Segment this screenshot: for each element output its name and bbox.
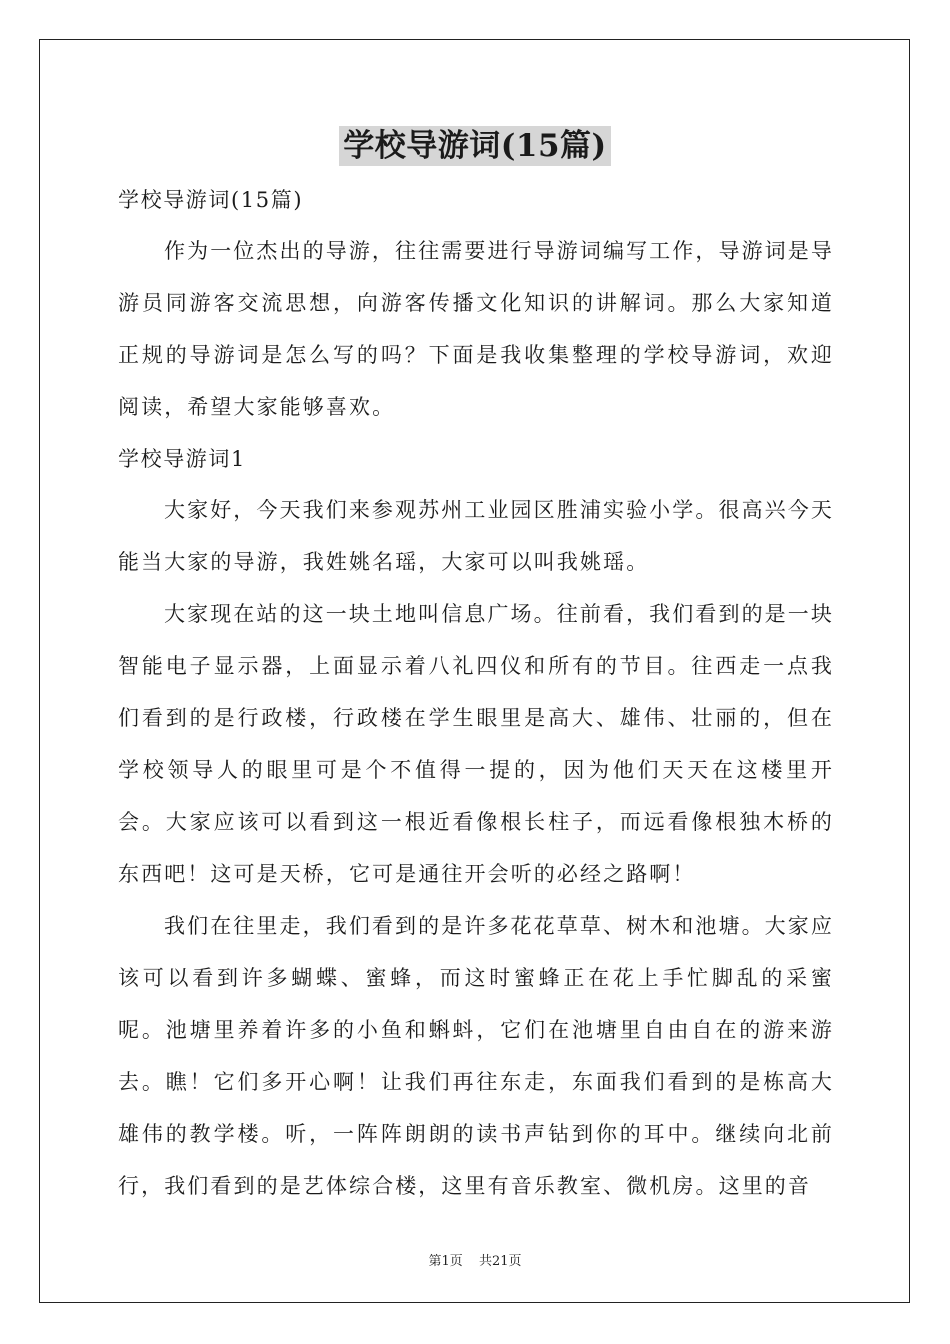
intro-paragraph: 作为一位杰出的导游，往往需要进行导游词编写工作，导游词是导游员同游客交流思想，向游客传播文化知识的讲解词。那么大家知道正规的导游词是怎么写的吗？下面是我收集整理的学校导游词，欢迎阅读，希望大家能够喜欢。 [118,239,834,419]
section-heading: 学校导游词1 [118,447,246,471]
page-number: 第1页 [428,1254,463,1269]
page-footer [0,1250,950,1269]
page-total: 共21页 [478,1254,522,1269]
body-paragraph: 大家好，今天我们来参观苏州工业园区胜浦实验小学。很高兴今天能当大家的导游，我姓姚名瑶，大家可以叫我姚瑶。 [118,498,834,574]
body-paragraph: 我们在往里走，我们看到的是许多花花草草、树木和池塘。大家应该可以看到许多蝴蝶、蜜蜂，而这时蜜蜂正在花上手忙脚乱的采蜜呢。池塘里养着许多的小鱼和蝌蚪，它们在池塘里自由自在的游来游去。瞧！它们多开心啊！让我们再往东走，东面我们看到的是栋高大雄伟的教学楼。听，一阵阵朗朗的读书声钻到你的耳中。继续向北前行，我们看到的是艺体综合楼，这里有音乐教室、微机房。这里的音 [118,914,834,1198]
document-subtitle: 学校导游词(15篇) [118,188,304,212]
document-title: 学校导游词(15篇) [339,126,610,166]
title-container [0,126,950,166]
document-body [118,176,834,1212]
body-paragraph: 大家现在站的这一块土地叫信息广场。往前看，我们看到的是一块智能电子显示器，上面显示着八礼四仪和所有的节目。往西走一点我们看到的是行政楼，行政楼在学生眼里是高大、雄伟、壮丽的，但在学校领导人的眼里可是个不值得一提的，因为他们天天在这楼里开会。大家应该可以看到这一根近看像根长柱子，而远看像根独木桥的东西吧！这可是天桥，它可是通往开会听的必经之路啊！ [118,602,834,886]
